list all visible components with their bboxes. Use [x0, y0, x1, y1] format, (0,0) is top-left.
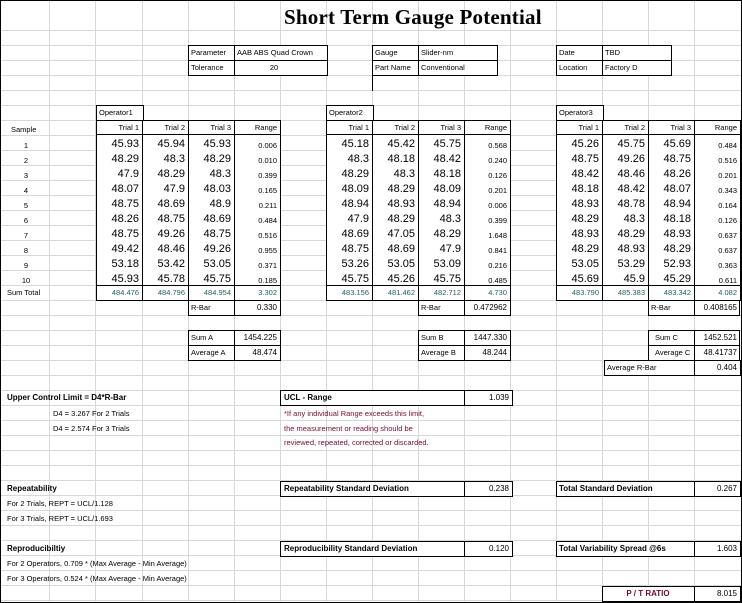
- grid-row-line: [1, 420, 741, 421]
- sum-total-cell: 4.082: [718, 288, 737, 297]
- range-cell[interactable]: 0.006: [258, 141, 277, 150]
- trial-cell[interactable]: 48.93: [387, 198, 415, 211]
- rbar-label: R-Bar: [421, 303, 441, 312]
- trial-cell[interactable]: 48.46: [157, 243, 185, 256]
- trial-cell[interactable]: 53.42: [157, 258, 185, 271]
- range-cell[interactable]: 0.010: [258, 156, 277, 166]
- grid-row-line: [1, 525, 741, 526]
- trial-cell[interactable]: 48.94: [663, 198, 691, 211]
- ucl-note-3: reviewed, repeated, corrected or discarded.: [284, 438, 429, 447]
- average-value: 48.41737: [703, 348, 737, 357]
- sum-label: Sum C: [655, 333, 678, 342]
- trial-cell[interactable]: 48.3: [623, 213, 645, 226]
- range-cell[interactable]: 0.516: [718, 156, 737, 166]
- reproducibility-sd-value: 0.120: [488, 544, 509, 553]
- trial-cell[interactable]: 48.3: [347, 153, 369, 166]
- location-value[interactable]: Factory D: [605, 63, 638, 72]
- range-cell[interactable]: 0.240: [488, 156, 507, 166]
- sum-total-cell: 482.712: [433, 288, 461, 297]
- trial-cell[interactable]: 48.9: [209, 198, 231, 211]
- trial-cell[interactable]: 53.05: [387, 258, 415, 271]
- trial-cell[interactable]: 48.78: [617, 198, 645, 211]
- range-cell[interactable]: 1.648: [488, 231, 507, 241]
- reproducibility-sd-label: Reproducibility Standard Deviation: [284, 544, 418, 553]
- sum-value: 1452.521: [703, 333, 737, 342]
- trial-cell[interactable]: 48.93: [571, 228, 599, 241]
- average-value: 48.244: [482, 348, 507, 357]
- trial-cell[interactable]: 47.9: [347, 213, 369, 226]
- trial-cell[interactable]: 45.9: [623, 273, 645, 286]
- reproducibility-heading: Reproducibiltiy: [7, 544, 66, 553]
- ucl-note-1: *If any individual Range exceeds this limit,: [284, 409, 425, 418]
- ucl-range-label: UCL - Range: [284, 393, 332, 402]
- range-cell[interactable]: 0.568: [488, 141, 507, 150]
- sample-number: 10: [21, 276, 31, 286]
- trial-cell[interactable]: 48.69: [387, 243, 415, 256]
- trial-cell[interactable]: 48.29: [387, 213, 415, 226]
- range-cell[interactable]: 0.399: [258, 171, 277, 181]
- trial-cell[interactable]: 48.18: [663, 213, 691, 226]
- grid-row-line: [1, 450, 741, 451]
- column-header: Trial 2: [164, 123, 185, 132]
- pt-ratio-value: 8.015: [716, 589, 737, 598]
- sum-total-cell: 483.342: [663, 288, 691, 297]
- trial-cell[interactable]: 48.75: [157, 213, 185, 226]
- trial-cell[interactable]: 49.42: [111, 243, 139, 256]
- grid-row-line: [1, 510, 741, 511]
- trial-cell[interactable]: 53.05: [571, 258, 599, 271]
- range-cell[interactable]: 0.164: [718, 201, 737, 211]
- range-cell[interactable]: 0.516: [258, 231, 277, 241]
- repeatability-three-trials: For 3 Trials, REPT = UCL/1.693: [7, 514, 113, 523]
- trial-cell[interactable]: 48.42: [433, 153, 461, 166]
- trial-cell[interactable]: 48.94: [433, 198, 461, 211]
- trial-cell[interactable]: 48.69: [203, 213, 231, 226]
- sum-total-cell: 484.476: [111, 288, 139, 297]
- avg-rbar-value: 0.404: [716, 363, 737, 372]
- sample-number: 9: [23, 261, 29, 271]
- trial-cell[interactable]: 48.18: [433, 168, 461, 181]
- rbar-label: R-Bar: [651, 303, 671, 312]
- sum-total-cell: 483.790: [571, 288, 599, 297]
- column-header: Range: [484, 123, 507, 132]
- sample-header: Sample: [11, 125, 37, 134]
- trial-cell[interactable]: 48.09: [341, 183, 369, 196]
- trial-cell[interactable]: 48.18: [387, 153, 415, 166]
- range-cell[interactable]: 0.211: [258, 201, 277, 211]
- rbar-value: 0.472962: [473, 303, 507, 312]
- column-header: Range: [714, 123, 737, 132]
- range-cell[interactable]: 0.216: [488, 261, 507, 271]
- partname-value[interactable]: Conventional: [421, 63, 465, 72]
- trial-cell[interactable]: 45.75: [203, 273, 231, 286]
- range-cell[interactable]: 0.006: [488, 201, 507, 211]
- trial-cell[interactable]: 45.75: [341, 273, 369, 286]
- grid-row-line: [1, 345, 741, 346]
- trial-cell[interactable]: 48.75: [203, 228, 231, 241]
- range-cell[interactable]: 0.955: [258, 246, 277, 256]
- pt-ratio-label: P / T RATIO: [626, 589, 670, 598]
- sample-number: 6: [23, 216, 29, 226]
- d4-two-trials: D4 = 3.267 For 2 Trials: [53, 409, 130, 418]
- avg-rbar-label: Average R-Bar: [607, 363, 657, 372]
- sample-number: 5: [23, 201, 29, 211]
- grid-row-line: [1, 90, 741, 91]
- sum-label: Sum A: [191, 333, 214, 342]
- average-label: Average B: [421, 348, 456, 357]
- trial-cell[interactable]: 48.75: [111, 228, 139, 241]
- trial-cell[interactable]: 45.26: [387, 273, 415, 286]
- grid-row-line: [1, 465, 741, 466]
- grid-col-line: [372, 1, 373, 602]
- trial-cell[interactable]: 47.9: [117, 168, 139, 181]
- sum-value: 1447.330: [473, 333, 507, 342]
- sum-average-hline: [188, 345, 280, 346]
- trial-cell[interactable]: 48.29: [571, 213, 599, 226]
- trial-cell[interactable]: 48.75: [571, 153, 599, 166]
- ucl-range-value: 1.039: [488, 393, 509, 402]
- sample-number: 2: [23, 156, 29, 166]
- trial-cell[interactable]: 48.29: [617, 228, 645, 241]
- trial-cell[interactable]: 48.29: [203, 153, 231, 166]
- range-cell[interactable]: 0.201: [718, 171, 737, 181]
- repeatability-heading: Repeatability: [7, 484, 57, 493]
- rbar-value: 0.408165: [703, 303, 737, 312]
- grid-row-line: [1, 570, 741, 571]
- tolerance-label: Tolerance: [191, 63, 224, 72]
- grid-col-line: [556, 1, 557, 602]
- range-cell[interactable]: 0.637: [718, 246, 737, 256]
- trial-cell[interactable]: 48.26: [663, 168, 691, 181]
- trial-cell[interactable]: 53.05: [203, 258, 231, 271]
- trial-cell[interactable]: 48.3: [163, 153, 185, 166]
- trial-cell[interactable]: 45.93: [203, 138, 231, 150]
- trial-cell[interactable]: 45.18: [341, 138, 369, 150]
- header-divider: [96, 134, 280, 135]
- trial-cell[interactable]: 45.93: [111, 138, 139, 150]
- sum-total-label: Sum Total: [7, 288, 41, 297]
- sample-number: 8: [23, 246, 29, 256]
- parameter-label: Parameter: [191, 48, 227, 57]
- header-divider: [326, 134, 510, 135]
- column-header: Trial 3: [440, 123, 461, 132]
- location-label: Location: [559, 63, 588, 72]
- trial-cell[interactable]: 48.93: [617, 243, 645, 256]
- range-cell[interactable]: 0.201: [488, 186, 507, 196]
- trial-cell[interactable]: 48.09: [433, 183, 461, 196]
- trial-cell[interactable]: 48.29: [663, 243, 691, 256]
- trial-cell[interactable]: 52.93: [663, 258, 691, 271]
- rbar-value: 0.330: [256, 303, 277, 312]
- trial-cell[interactable]: 48.46: [617, 168, 645, 181]
- sum-total-cell: 481.462: [387, 288, 415, 297]
- operator-name: Operator3: [559, 108, 593, 117]
- trial-cell[interactable]: 48.29: [433, 228, 461, 241]
- grid-col-line: [326, 1, 327, 602]
- trial-cell[interactable]: 48.29: [341, 168, 369, 181]
- trial-cell[interactable]: 48.75: [111, 198, 139, 211]
- spread-label: Total Variability Spread @6s: [559, 544, 666, 553]
- trial-cell[interactable]: 48.93: [663, 228, 691, 241]
- total-sd-label: Total Standard Deviation: [559, 484, 653, 493]
- trial-cell[interactable]: 48.29: [111, 153, 139, 166]
- sum-total-cell: 485.383: [617, 288, 645, 297]
- trial-cell[interactable]: 48.75: [341, 243, 369, 256]
- trial-cell[interactable]: 53.09: [433, 258, 461, 271]
- grid-col-line: [95, 1, 96, 602]
- operator-name: Operator2: [329, 108, 363, 117]
- range-cell[interactable]: 0.611: [718, 276, 737, 286]
- d4-three-trials: D4 = 2.574 For 3 Trials: [53, 424, 130, 433]
- gauge-label: Gauge: [375, 48, 398, 57]
- trial-cell[interactable]: 48.69: [341, 228, 369, 241]
- trial-cell[interactable]: 48.75: [663, 153, 691, 166]
- trial-cell[interactable]: 48.07: [663, 183, 691, 196]
- total-sd-value: 0.267: [716, 484, 737, 493]
- trial-cell[interactable]: 45.26: [571, 138, 599, 150]
- column-header: Trial 3: [670, 123, 691, 132]
- trial-cell[interactable]: 47.9: [439, 243, 461, 256]
- date-value[interactable]: TBD: [605, 48, 620, 57]
- repeatability-sd-value: 0.238: [488, 484, 509, 493]
- rbar-label: R-Bar: [191, 303, 211, 312]
- grid-row-line: [1, 315, 741, 316]
- grid-row-line: [1, 435, 741, 436]
- range-cell[interactable]: 0.363: [718, 261, 737, 271]
- grid-row-line: [1, 330, 741, 331]
- column-header: Trial 1: [578, 123, 599, 132]
- trial-cell[interactable]: 49.26: [617, 153, 645, 166]
- sample-number: 3: [23, 171, 29, 181]
- column-header: Trial 1: [118, 123, 139, 132]
- range-cell[interactable]: 0.343: [718, 186, 737, 196]
- date-label: Date: [559, 48, 575, 57]
- trial-cell[interactable]: 45.93: [111, 273, 139, 286]
- sum-average-hline: [418, 345, 510, 346]
- trial-cell[interactable]: 53.18: [111, 258, 139, 271]
- sum-value: 1454.225: [243, 333, 277, 342]
- range-cell[interactable]: 0.165: [258, 186, 277, 196]
- sum-total-cell: 484.954: [203, 288, 231, 297]
- sum-total-cell: 483.156: [341, 288, 369, 297]
- average-label: Average C: [655, 348, 691, 357]
- range-cell[interactable]: 0.485: [488, 276, 507, 286]
- trial-cell[interactable]: 45.75: [433, 138, 461, 150]
- trial-cell[interactable]: 48.29: [571, 243, 599, 256]
- trial-cell[interactable]: 48.29: [387, 183, 415, 196]
- trial-cell[interactable]: 48.26: [111, 213, 139, 226]
- column-header: Range: [254, 123, 277, 132]
- range-cell[interactable]: 0.484: [258, 216, 277, 226]
- partname-label: Part Name: [375, 63, 411, 72]
- gauge-value[interactable]: Slider-nm: [421, 48, 454, 57]
- range-cell[interactable]: 0.126: [718, 216, 737, 226]
- trial-cell[interactable]: 45.75: [433, 273, 461, 286]
- page-title: Short Term Gauge Potential: [284, 5, 542, 29]
- sum-average-hline: [648, 345, 739, 346]
- reproducibility-two-operators: For 2 Operators, 0.709 * (Max Average - Min Average): [7, 559, 187, 568]
- trial-cell[interactable]: 45.29: [663, 273, 691, 286]
- trial-cell[interactable]: 49.26: [203, 243, 231, 256]
- trial-cell[interactable]: 53.29: [617, 258, 645, 271]
- operator-name: Operator1: [99, 108, 133, 117]
- repeatability-sd-label: Repeatability Standard Deviation: [284, 484, 409, 493]
- trial-cell[interactable]: 47.9: [163, 183, 185, 196]
- ucl-note-2: the measurement or reading should be: [284, 424, 413, 433]
- trial-cell[interactable]: 45.94: [157, 138, 185, 150]
- trial-cell[interactable]: 48.03: [203, 183, 231, 196]
- range-cell[interactable]: 0.126: [488, 171, 507, 181]
- grid-row-line: [1, 30, 741, 31]
- sample-number: 4: [23, 186, 29, 196]
- trial-cell[interactable]: 45.42: [387, 138, 415, 150]
- sum-label: Sum B: [421, 333, 444, 342]
- range-cell[interactable]: 0.484: [718, 141, 737, 150]
- average-value: 48.474: [252, 348, 277, 357]
- trial-cell[interactable]: 45.75: [617, 138, 645, 150]
- range-cell[interactable]: 0.371: [258, 261, 277, 271]
- grid-col-line: [142, 1, 143, 602]
- column-header: Trial 3: [210, 123, 231, 132]
- tolerance-value[interactable]: 20: [269, 63, 279, 72]
- sum-total-cell: 3.302: [258, 288, 277, 297]
- average-label: Average A: [191, 348, 226, 357]
- trial-cell[interactable]: 48.3: [209, 168, 231, 181]
- trial-cell[interactable]: 48.07: [111, 183, 139, 196]
- column-header: Trial 2: [394, 123, 415, 132]
- trial-cell[interactable]: 53.26: [341, 258, 369, 271]
- trial-cell[interactable]: 48.94: [341, 198, 369, 211]
- trial-cell[interactable]: 48.18: [571, 183, 599, 196]
- trial-cell[interactable]: 49.26: [157, 228, 185, 241]
- trial-cell[interactable]: 47.05: [387, 228, 415, 241]
- spread-value: 1.603: [716, 544, 737, 553]
- trial-cell[interactable]: 48.93: [571, 198, 599, 211]
- trial-cell[interactable]: 45.69: [571, 273, 599, 286]
- trial-cell[interactable]: 45.69: [663, 138, 691, 150]
- trial-cell[interactable]: 48.3: [439, 213, 461, 226]
- header-divider: [556, 134, 740, 135]
- trial-cell[interactable]: 48.69: [157, 198, 185, 211]
- range-cell[interactable]: 0.185: [258, 276, 277, 286]
- trial-cell[interactable]: 45.78: [157, 273, 185, 286]
- trial-cell[interactable]: 48.3: [393, 168, 415, 181]
- reproducibility-three-operators: For 3 Operators, 0.524 * (Max Average - Min Average): [7, 574, 187, 583]
- range-cell[interactable]: 0.841: [488, 246, 507, 256]
- sum-total-cell: 4.730: [488, 288, 507, 297]
- sum-total-cell: 484.796: [157, 288, 185, 297]
- trial-cell[interactable]: 48.29: [157, 168, 185, 181]
- range-cell[interactable]: 0.637: [718, 231, 737, 241]
- trial-cell[interactable]: 48.42: [617, 183, 645, 196]
- grid-col-line: [49, 1, 50, 602]
- column-header: Trial 1: [348, 123, 369, 132]
- column-header: Trial 2: [624, 123, 645, 132]
- sample-number: 1: [23, 141, 29, 150]
- sample-number: 7: [23, 231, 29, 241]
- parameter-value[interactable]: AAB ABS Quad Crown: [237, 48, 313, 57]
- range-cell[interactable]: 0.399: [488, 216, 507, 226]
- repeatability-two-trials: For 2 Trials, REPT = UCL/1.128: [7, 499, 113, 508]
- trial-cell[interactable]: 48.42: [571, 168, 599, 181]
- ucl-formula: Upper Control Limit = D4*R-Bar: [7, 393, 127, 402]
- grid-col-line: [602, 1, 603, 602]
